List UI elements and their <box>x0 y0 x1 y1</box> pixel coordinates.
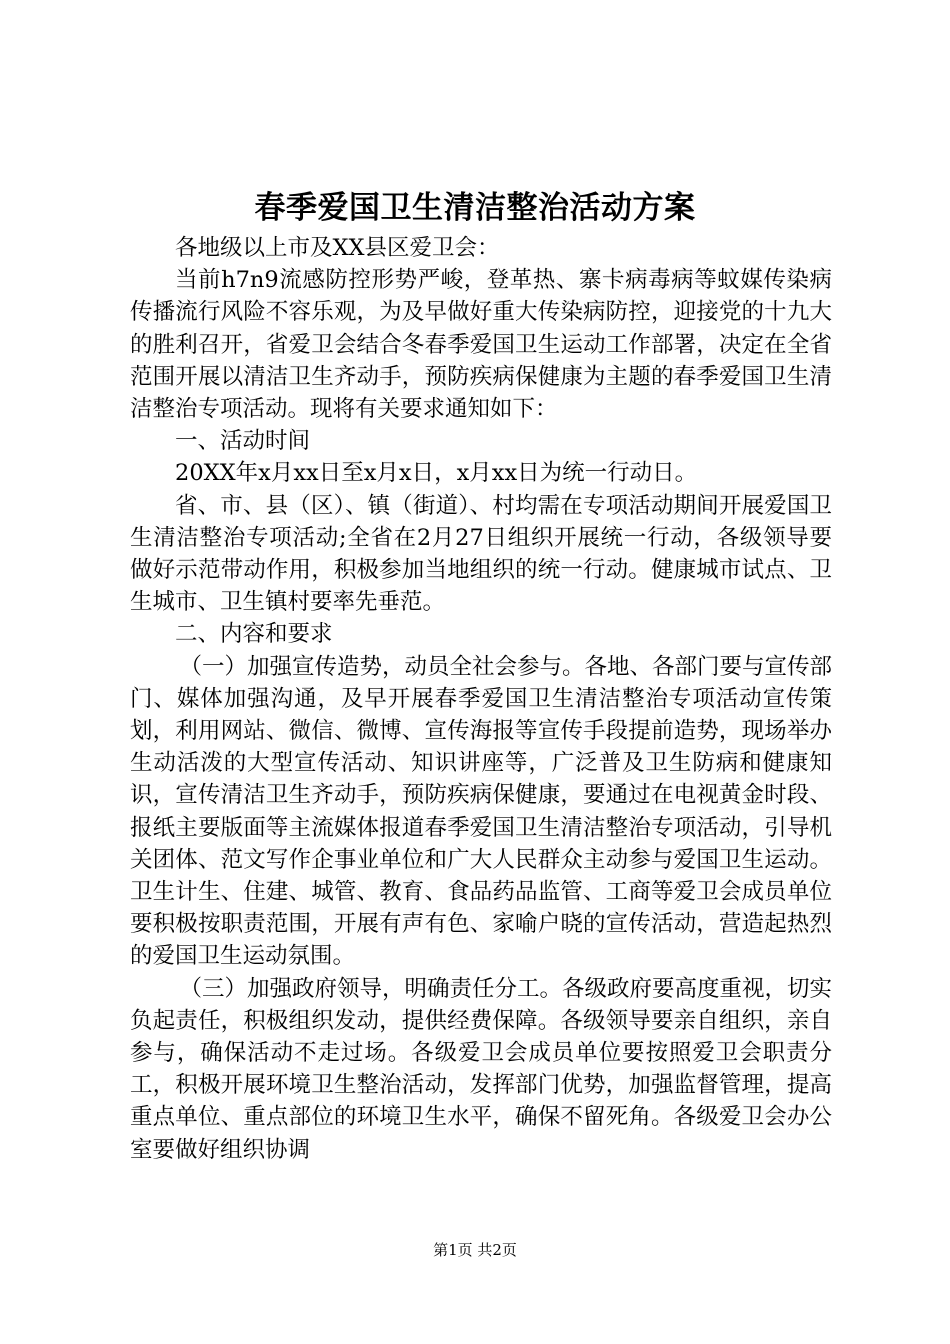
document-body <box>130 232 832 1166</box>
document-title: 春季爱国卫生清洁整治活动方案 <box>254 190 696 226</box>
government-leadership-paragraph: （三）加强政府领导，明确责任分工。各级政府要高度重视，切实负起责任，积极组织发动，提供经费保障。各级领导要亲自组织，亲自参与，确保活动不走过场。各级爱卫会成员单位要按照爱卫会职责分工，积极开展环境卫生整治活动，发挥部门优势，加强监督管理，提高重点单位、重点部位的环境卫生水平，确保不留死角。各级爱卫会办公室要做好组织协调 <box>130 975 833 1163</box>
publicity-paragraph: （一）加强宣传造势，动员全社会参与。各地、各部门要与宣传部门、媒体加强沟通，及早开展春季爱国卫生清洁整治专项活动宣传策划，利用网站、微信、微博、宣传海报等宣传手段提前造势，现场举办生动活泼的大型宣传活动、知识讲座等，广泛普及卫生防病和健康知识，宣传清洁卫生齐动手，预防疾病保健康，要通过在电视黄金时段、报纸主要版面等主流媒体报道春季爱国卫生清洁整治专项活动，引导机关团体、范文写作企事业单位和广大人民群众主动参与爱国卫生运动。卫生计生、住建、城管、教育、食品药品监管、工商等爱卫会成员单位要积极按职责范围，开展有声有色、家喻户晓的宣传活动，营造起热烈的爱国卫生运动氛围。 <box>130 653 833 970</box>
page-footer: 第1页 共2页 <box>433 1241 517 1259</box>
section-heading-content: 二、内容和要求 <box>175 621 333 648</box>
section-heading-time: 一、活动时间 <box>175 428 311 455</box>
intro-paragraph: 当前h7n9流感防控形势严峻，登革热、寨卡病毒病等蚊媒传染病传播流行风险不容乐观，为及早做好重大传染病防控，迎接党的十九大的胜利召开，省爱卫会结合冬春季爱国卫生运动工作部署，决定在全省范围开展以清洁卫生齐动手，预防疾病保健康为主题的春季爱国卫生清洁整治专项活动。现将有关要求通知如下： <box>130 267 832 423</box>
activity-date-paragraph: 20XX年x月xx日至x月x日，x月xx日为统一行动日。 <box>175 460 698 487</box>
unified-action-paragraph: 省、市、县（区）、镇（街道）、村均需在专项活动期间开展爱国卫生清洁整治专项活动;全省在2月27日组织开展统一行动，各级领导要做好示范带动作用，积极参加当地组织的统一行动。健康城市试点、卫生城市、卫生镇村要率先垂范。 <box>130 492 832 616</box>
salutation: 各地级以上市及XX县区爱卫会： <box>175 235 500 261</box>
